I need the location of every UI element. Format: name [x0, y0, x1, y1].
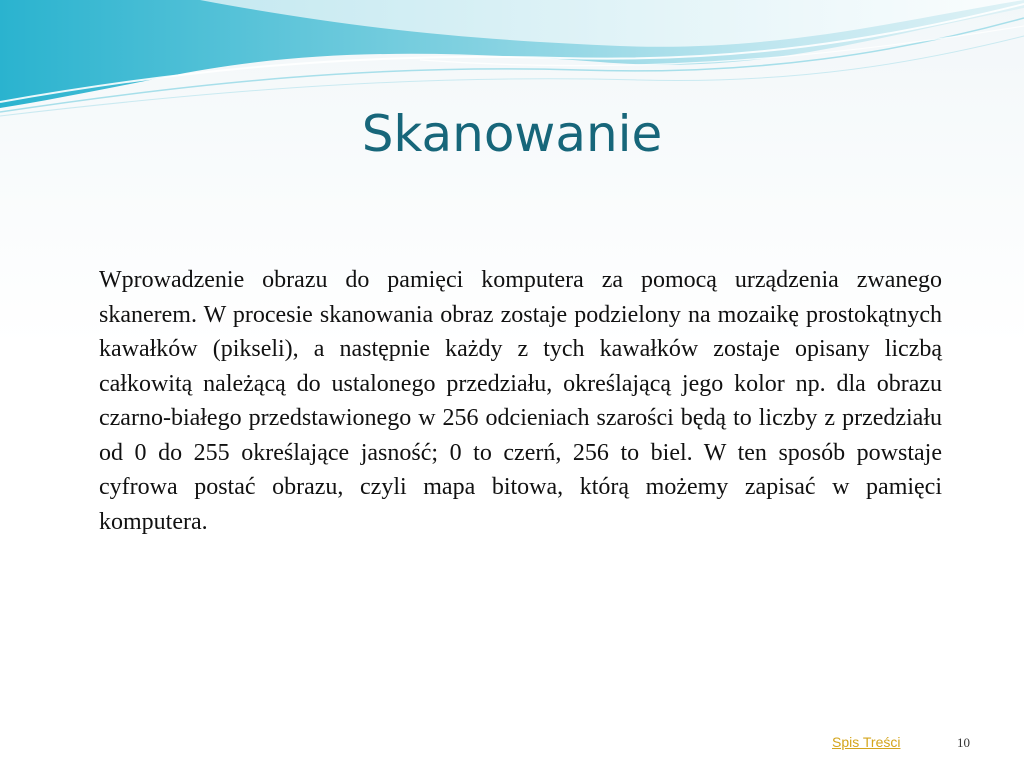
decorative-wave-header	[0, 0, 1024, 120]
slide-body-text: Wprowadzenie obrazu do pamięci komputera za pomocą urządzenia zwanego skanerem. W procesie skanowania obraz zostaje podzielony na mozaikę prostokątnych kawałków (pikseli), a następnie każdy z tych kawałków zostaje opisany liczbą całkowitą należącą do ustalonego przedziału, określającą jego kolor np. dla obrazu czarno-białego przedstawionego w 256 odcieniach szarości będą to liczby z przedziału od 0 do 255 określające jasność; 0 to czerń, 256 to biel. W ten sposób powstaje cyfrowa postać obrazu, czyli mapa bitowa, którą możemy zapisać w pamięci komputera.	[99, 267, 942, 535]
table-of-contents-link[interactable]: Spis Treści	[832, 734, 901, 750]
slide-title: Skanowanie	[361, 105, 663, 163]
page-number: 10	[957, 735, 970, 750]
